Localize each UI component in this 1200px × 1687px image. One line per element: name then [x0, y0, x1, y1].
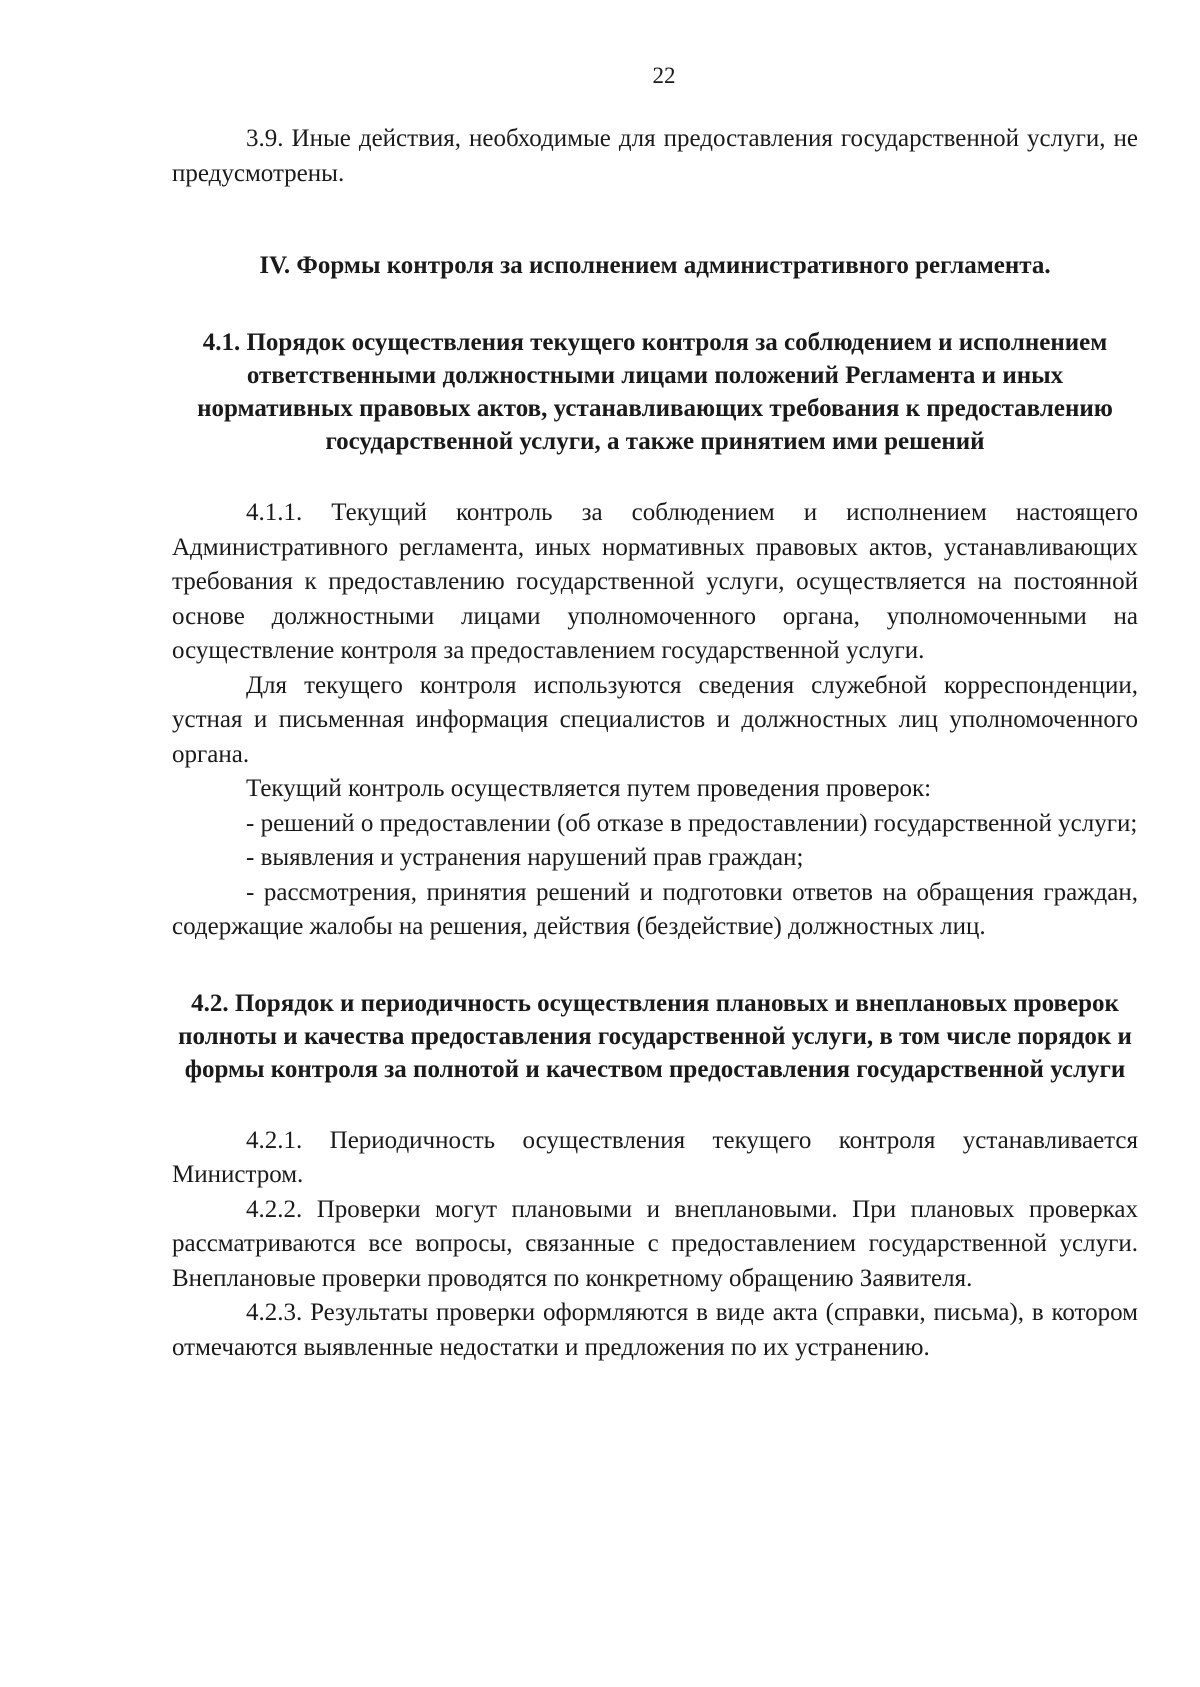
subsection-4-2-heading: 4.2. Порядок и периодичность осуществления плановых и внеплановых проверок полноты и качества предоставления государственной услуги, в том числе порядок и формы контроля за полнотой и качеством предоставления государственной услуги	[178, 989, 1132, 1083]
list-item-violations: - выявления и устранения нарушений прав граждан;	[246, 844, 804, 871]
paragraph-3-9: 3.9. Иные действия, необходимые для предоставления государственной услуги, не предусмотрены.	[172, 125, 1138, 187]
list-item-decisions: - решений о предоставлении (об отказе в предоставлении) государственной услуги;	[246, 809, 1138, 837]
paragraph-4-2-1: 4.2.1. Периодичность осуществления текущего контроля устанавливается Министром.	[172, 1126, 1138, 1188]
paragraph-4-1-1: 4.1.1. Текущий контроль за соблюдением и исполнением настоящего Административного регламента, иных нормативных правовых актов, устанавливающих требования к предоставлению государственной услуги, осуществляется на постоянной основе должностными лицами уполномоченного органа, уполномоченными на осуществление контроля за предоставлением государственной услуги.	[172, 499, 1138, 664]
paragraph-control-checks: Текущий контроль осуществляется путем проведения проверок:	[246, 775, 932, 802]
paragraph-control-sources: Для текущего контроля используются сведения служебной корреспонденции, устная и письменная информация специалистов и должностных лиц уполномоченного органа.	[172, 671, 1138, 768]
paragraph-4-2-3: 4.2.3. Результаты проверки оформляются в виде акта (справки, письма), в котором отмечаются выявленные недостатки и предложения по их устранению.	[172, 1299, 1138, 1361]
page-number: 22	[652, 63, 676, 88]
subsection-4-1-heading: 4.1. Порядок осуществления текущего контроля за соблюдением и исполнением ответственными должностными лицами положений Регламента и иных нормативных правовых актов, устанавливающих требования к предоставлению государственной услуги, а также принятием ими решений	[197, 329, 1113, 455]
section-iv-heading: IV. Формы контроля за исполнением административного регламента.	[259, 252, 1051, 279]
list-item-appeals: - рассмотрения, принятия решений и подготовки ответов на обращения граждан, содержащие жалобы на решения, действия (бездействие) должностных лиц.	[172, 878, 1138, 940]
document-page	[172, 62, 1138, 1365]
paragraph-4-2-2: 4.2.2. Проверки могут плановыми и внеплановыми. При плановых проверках рассматриваются все вопросы, связанные с предоставлением государственной услуги. Внеплановые проверки проводятся по конкретному обращению Заявителя.	[172, 1195, 1138, 1292]
